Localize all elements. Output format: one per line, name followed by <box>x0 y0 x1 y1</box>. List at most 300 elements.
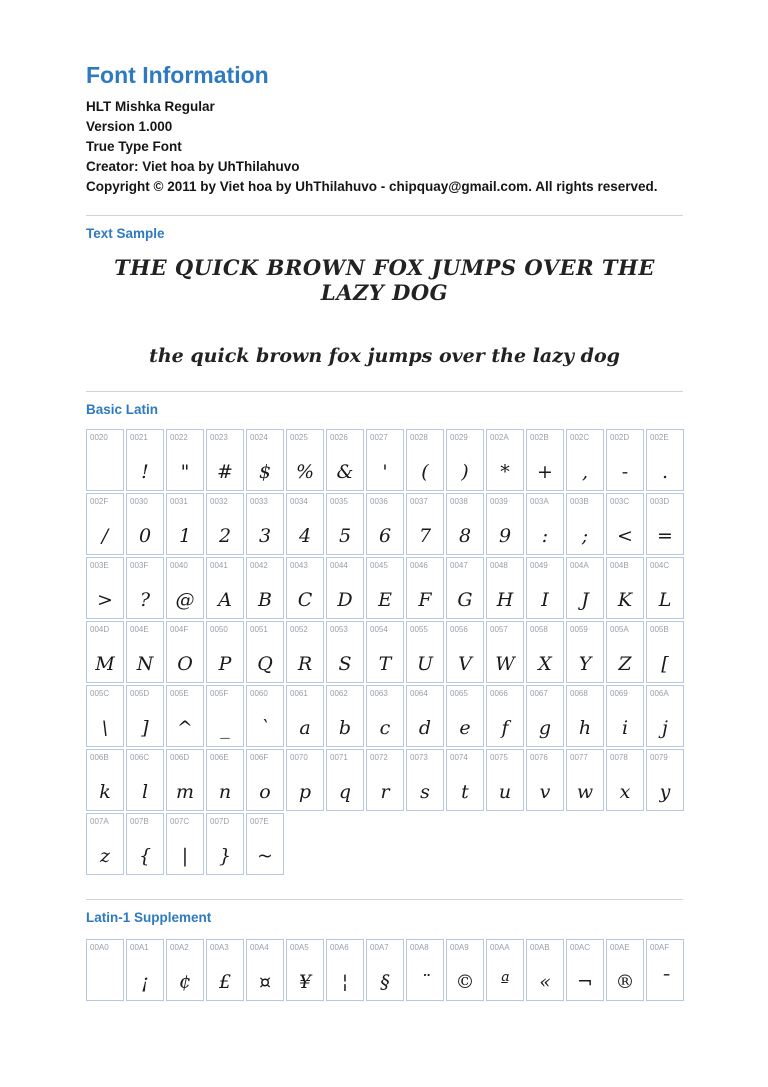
glyph-cell <box>646 557 684 619</box>
text-sample-heading: Text Sample <box>86 226 165 241</box>
glyph-code-label: 0044 <box>330 561 348 570</box>
glyph-preview: ? <box>139 589 151 611</box>
glyph-code-label: 0031 <box>170 497 188 506</box>
glyph-preview: } <box>218 845 232 867</box>
glyph-cell <box>246 493 284 555</box>
glyph-cell <box>126 493 164 555</box>
glyph-cell <box>526 429 564 491</box>
glyph-code-label: 0078 <box>610 753 628 762</box>
glyph-preview: 8 <box>458 525 472 547</box>
glyph-preview: v <box>539 781 551 803</box>
glyph-code-label: 004B <box>610 561 629 570</box>
glyph-preview: ¨ <box>420 971 430 993</box>
glyph-preview: + <box>537 461 553 483</box>
glyph-code-label: 0077 <box>570 753 588 762</box>
glyph-code-label: 0033 <box>250 497 268 506</box>
glyph-preview: ; <box>581 525 589 547</box>
glyph-code-label: 0030 <box>130 497 148 506</box>
glyph-cell <box>366 685 404 747</box>
glyph-preview: , <box>581 461 589 483</box>
glyph-cell <box>446 429 484 491</box>
glyph-preview: H <box>496 589 514 611</box>
glyph-code-label: 007B <box>130 817 149 826</box>
glyph-cell <box>566 621 604 683</box>
glyph-preview: L <box>658 589 672 611</box>
glyph-preview: i <box>621 717 629 739</box>
glyph-preview: ` <box>260 717 270 739</box>
glyph-preview: ¬ <box>577 971 593 993</box>
glyph-code-label: 0055 <box>410 625 428 634</box>
glyph-cell <box>486 749 524 811</box>
glyph-code-label: 006F <box>250 753 269 762</box>
glyph-cell <box>406 939 444 1001</box>
glyph-preview: m <box>175 781 195 803</box>
glyph-code-label: 004F <box>170 625 189 634</box>
glyph-cell <box>646 621 684 683</box>
font-name: HLT Mishka Regular <box>86 99 215 114</box>
glyph-cell <box>406 557 444 619</box>
glyph-preview: f <box>501 717 509 739</box>
glyph-cell <box>206 685 244 747</box>
glyph-code-label: 0034 <box>290 497 308 506</box>
glyph-cell <box>566 749 604 811</box>
glyph-cell <box>606 685 644 747</box>
glyph-preview: ¥ <box>298 971 312 993</box>
glyph-cell <box>126 813 164 875</box>
glyph-code-label: 005C <box>90 689 110 698</box>
glyph-code-label: 0074 <box>450 753 468 762</box>
glyph-preview: y <box>659 781 671 803</box>
glyph-cell <box>566 557 604 619</box>
glyph-preview: « <box>539 971 551 993</box>
glyph-preview: w <box>576 781 594 803</box>
glyph-preview: ~ <box>257 845 273 867</box>
glyph-preview: 2 <box>218 525 232 547</box>
glyph-preview: < <box>617 525 633 547</box>
glyph-code-label: 0059 <box>570 625 588 634</box>
glyph-cell <box>606 939 644 1001</box>
glyph-preview: § <box>380 971 390 993</box>
glyph-cell <box>326 493 364 555</box>
basic-latin-heading: Basic Latin <box>86 402 159 417</box>
glyph-cell <box>646 939 684 1001</box>
glyph-cell <box>206 493 244 555</box>
glyph-code-label: 005D <box>130 689 150 698</box>
glyph-cell <box>206 557 244 619</box>
glyph-cell <box>486 621 524 683</box>
glyph-code-label: 0040 <box>170 561 188 570</box>
glyph-preview: S <box>338 653 352 675</box>
glyph-code-label: 0070 <box>290 753 308 762</box>
glyph-preview: = <box>657 525 673 547</box>
glyph-code-label: 0062 <box>330 689 348 698</box>
glyph-code-label: 003D <box>650 497 670 506</box>
glyph-preview: e <box>459 717 471 739</box>
glyph-cell <box>286 749 324 811</box>
glyph-code-label: 0047 <box>450 561 468 570</box>
basic-latin-grid <box>86 429 684 875</box>
glyph-preview: C <box>297 589 313 611</box>
glyph-preview: J <box>581 589 589 611</box>
glyph-code-label: 005E <box>170 689 189 698</box>
glyph-cell <box>126 749 164 811</box>
glyph-cell <box>326 685 364 747</box>
glyph-preview: Z <box>618 653 632 675</box>
glyph-code-label: 00A9 <box>450 943 469 952</box>
glyph-cell <box>446 939 484 1001</box>
glyph-cell <box>406 493 444 555</box>
glyph-cell <box>486 939 524 1001</box>
glyph-code-label: 0057 <box>490 625 508 634</box>
glyph-preview: p <box>298 781 312 803</box>
latin1-grid <box>86 939 684 1001</box>
glyph-code-label: 002C <box>570 433 590 442</box>
glyph-preview: £ <box>218 971 232 993</box>
glyph-preview: c <box>379 717 391 739</box>
glyph-code-label: 0045 <box>370 561 388 570</box>
glyph-code-label: 0066 <box>490 689 508 698</box>
glyph-code-label: 002F <box>90 497 109 506</box>
glyph-cell <box>446 685 484 747</box>
glyph-code-label: 0052 <box>290 625 308 634</box>
section-divider <box>86 215 683 216</box>
glyph-code-label: 0056 <box>450 625 468 634</box>
glyph-preview: T <box>378 653 392 675</box>
glyph-code-label: 00A7 <box>370 943 389 952</box>
glyph-cell <box>366 621 404 683</box>
glyph-cell <box>566 493 604 555</box>
section-divider <box>86 899 683 900</box>
glyph-cell <box>86 621 124 683</box>
glyph-cell <box>366 493 404 555</box>
glyph-code-label: 0058 <box>530 625 548 634</box>
glyph-preview: ( <box>421 461 429 483</box>
glyph-cell <box>126 621 164 683</box>
glyph-preview: _ <box>220 717 230 739</box>
glyph-preview: A <box>218 589 232 611</box>
glyph-preview: x <box>619 781 631 803</box>
glyph-cell <box>86 939 124 1001</box>
glyph-preview: ¯ <box>660 971 670 993</box>
glyph-preview: ª <box>500 971 510 993</box>
glyph-preview: ¢ <box>178 971 192 993</box>
glyph-cell <box>126 685 164 747</box>
glyph-code-label: 003C <box>610 497 630 506</box>
glyph-cell <box>326 429 364 491</box>
glyph-code-label: 003A <box>530 497 549 506</box>
glyph-preview: ® <box>615 971 635 993</box>
glyph-cell <box>166 939 204 1001</box>
glyph-preview: n <box>218 781 232 803</box>
glyph-preview: ! <box>141 461 149 483</box>
glyph-cell <box>406 429 444 491</box>
glyph-code-label: 0063 <box>370 689 388 698</box>
glyph-cell <box>446 749 484 811</box>
glyph-code-label: 0026 <box>330 433 348 442</box>
glyph-preview: 1 <box>178 525 192 547</box>
glyph-code-label: 00A0 <box>90 943 109 952</box>
glyph-cell <box>166 429 204 491</box>
glyph-code-label: 00AA <box>490 943 510 952</box>
glyph-cell <box>606 749 644 811</box>
glyph-code-label: 005F <box>210 689 229 698</box>
glyph-cell <box>366 429 404 491</box>
text-sample-uppercase: THE QUICK BROWN FOX JUMPS OVER THE LAZY DOG <box>114 255 655 305</box>
glyph-cell <box>286 621 324 683</box>
glyph-code-label: 00A4 <box>250 943 269 952</box>
glyph-code-label: 0075 <box>490 753 508 762</box>
glyph-code-label: 002D <box>610 433 630 442</box>
glyph-preview: ) <box>461 461 469 483</box>
glyph-cell <box>166 557 204 619</box>
glyph-preview: Y <box>578 653 592 675</box>
glyph-preview: K <box>617 589 633 611</box>
glyph-cell <box>446 557 484 619</box>
glyph-code-label: 006B <box>90 753 109 762</box>
glyph-code-label: 004E <box>130 625 149 634</box>
glyph-code-label: 0051 <box>250 625 268 634</box>
glyph-code-label: 00AC <box>570 943 591 952</box>
glyph-code-label: 0049 <box>530 561 548 570</box>
glyph-preview: M <box>95 653 115 675</box>
glyph-cell <box>326 621 364 683</box>
glyph-cell <box>86 493 124 555</box>
glyph-preview: W <box>495 653 515 675</box>
glyph-code-label: 0035 <box>330 497 348 506</box>
glyph-cell <box>406 749 444 811</box>
glyph-code-label: 002B <box>530 433 549 442</box>
glyph-code-label: 0023 <box>210 433 228 442</box>
font-copyright: Copyright © 2011 by Viet hoa by UhThilahuvo - chipquay@gmail.com. All rights reserved. <box>86 179 658 194</box>
glyph-cell <box>526 939 564 1001</box>
glyph-preview: \ <box>101 717 109 739</box>
glyph-cell <box>206 749 244 811</box>
glyph-code-label: 0053 <box>330 625 348 634</box>
glyph-code-label: 0061 <box>290 689 308 698</box>
glyph-preview: $ <box>258 461 272 483</box>
glyph-cell <box>286 429 324 491</box>
glyph-cell <box>86 557 124 619</box>
glyph-preview: I <box>541 589 549 611</box>
glyph-cell <box>646 493 684 555</box>
glyph-code-label: 0032 <box>210 497 228 506</box>
glyph-code-label: 0076 <box>530 753 548 762</box>
glyph-preview: k <box>99 781 111 803</box>
glyph-code-label: 003B <box>570 497 589 506</box>
glyph-code-label: 0046 <box>410 561 428 570</box>
glyph-preview: " <box>180 461 190 483</box>
glyph-preview: E <box>378 589 392 611</box>
glyph-preview: | <box>181 845 189 867</box>
glyph-code-label: 00A2 <box>170 943 189 952</box>
glyph-cell <box>366 939 404 1001</box>
glyph-cell <box>446 493 484 555</box>
glyph-preview: h <box>578 717 592 739</box>
glyph-cell <box>246 621 284 683</box>
glyph-cell <box>606 493 644 555</box>
glyph-cell <box>166 621 204 683</box>
glyph-code-label: 0043 <box>290 561 308 570</box>
glyph-preview: 6 <box>378 525 392 547</box>
glyph-cell <box>526 557 564 619</box>
glyph-code-label: 0028 <box>410 433 428 442</box>
glyph-code-label: 00A1 <box>130 943 149 952</box>
glyph-cell <box>566 939 604 1001</box>
glyph-code-label: 00AE <box>610 943 630 952</box>
glyph-code-label: 0064 <box>410 689 428 698</box>
glyph-code-label: 00A6 <box>330 943 349 952</box>
glyph-cell <box>206 813 244 875</box>
glyph-preview: ^ <box>177 717 193 739</box>
glyph-code-label: 0027 <box>370 433 388 442</box>
glyph-preview: [ <box>661 653 669 675</box>
glyph-preview: ¤ <box>258 971 272 993</box>
glyph-code-label: 0072 <box>370 753 388 762</box>
glyph-code-label: 005A <box>610 625 629 634</box>
glyph-code-label: 0024 <box>250 433 268 442</box>
glyph-cell <box>126 939 164 1001</box>
font-info-block <box>86 97 683 197</box>
glyph-cell <box>486 429 524 491</box>
glyph-cell <box>526 749 564 811</box>
glyph-code-label: 0048 <box>490 561 508 570</box>
glyph-preview: r <box>380 781 390 803</box>
glyph-cell <box>646 749 684 811</box>
glyph-preview: o <box>259 781 271 803</box>
glyph-cell <box>206 939 244 1001</box>
glyph-preview: : <box>541 525 549 547</box>
glyph-code-label: 004A <box>570 561 589 570</box>
glyph-code-label: 0037 <box>410 497 428 506</box>
glyph-cell <box>486 557 524 619</box>
glyph-preview: # <box>217 461 233 483</box>
glyph-cell <box>606 429 644 491</box>
glyph-code-label: 003F <box>130 561 149 570</box>
glyph-cell <box>86 813 124 875</box>
glyph-cell <box>206 429 244 491</box>
glyph-code-label: 006A <box>650 689 669 698</box>
glyph-cell <box>246 813 284 875</box>
glyph-code-label: 0069 <box>610 689 628 698</box>
glyph-cell <box>326 749 364 811</box>
glyph-preview: { <box>138 845 152 867</box>
glyph-cell <box>406 621 444 683</box>
glyph-preview: g <box>538 717 552 739</box>
glyph-code-label: 0054 <box>370 625 388 634</box>
glyph-code-label: 0022 <box>170 433 188 442</box>
glyph-cell <box>86 429 124 491</box>
glyph-cell <box>286 557 324 619</box>
glyph-preview: % <box>295 461 315 483</box>
glyph-cell <box>126 557 164 619</box>
glyph-preview: 7 <box>418 525 432 547</box>
glyph-code-label: 00A5 <box>290 943 309 952</box>
glyph-preview: / <box>101 525 109 547</box>
glyph-code-label: 006C <box>130 753 150 762</box>
glyph-cell <box>526 685 564 747</box>
glyph-code-label: 0065 <box>450 689 468 698</box>
font-version: Version 1.000 <box>86 119 173 134</box>
glyph-preview: 3 <box>258 525 272 547</box>
glyph-cell <box>246 939 284 1001</box>
glyph-cell <box>366 749 404 811</box>
glyph-preview: ¦ <box>341 971 349 993</box>
glyph-preview: * <box>500 461 510 483</box>
glyph-preview: F <box>418 589 432 611</box>
glyph-cell <box>326 939 364 1001</box>
glyph-code-label: 00A8 <box>410 943 429 952</box>
glyph-code-label: 0050 <box>210 625 228 634</box>
glyph-code-label: 006E <box>210 753 229 762</box>
glyph-code-label: 0073 <box>410 753 428 762</box>
glyph-preview: R <box>297 653 313 675</box>
glyph-code-label: 0041 <box>210 561 228 570</box>
glyph-code-label: 0060 <box>250 689 268 698</box>
glyph-preview: q <box>338 781 352 803</box>
glyph-code-label: 00A3 <box>210 943 229 952</box>
glyph-preview: ¡ <box>141 971 149 993</box>
glyph-code-label: 0042 <box>250 561 268 570</box>
glyph-code-label: 0025 <box>290 433 308 442</box>
glyph-code-label: 007A <box>90 817 109 826</box>
glyph-preview: z <box>99 845 110 867</box>
glyph-preview: G <box>457 589 473 611</box>
glyph-code-label: 0036 <box>370 497 388 506</box>
glyph-preview: 4 <box>298 525 312 547</box>
glyph-code-label: 0029 <box>450 433 468 442</box>
glyph-code-label: 0020 <box>90 433 108 442</box>
glyph-cell <box>166 685 204 747</box>
glyph-code-label: 00AB <box>530 943 550 952</box>
glyph-cell <box>606 557 644 619</box>
glyph-cell <box>166 749 204 811</box>
glyph-cell <box>246 749 284 811</box>
glyph-code-label: 0021 <box>130 433 148 442</box>
glyph-cell <box>166 813 204 875</box>
glyph-preview: j <box>662 717 668 739</box>
glyph-code-label: 007C <box>170 817 190 826</box>
glyph-preview: d <box>418 717 432 739</box>
glyph-code-label: 0067 <box>530 689 548 698</box>
glyph-cell <box>246 557 284 619</box>
page-title: Font Information <box>86 62 269 88</box>
glyph-code-label: 002A <box>490 433 509 442</box>
glyph-preview: & <box>336 461 354 483</box>
glyph-cell <box>526 493 564 555</box>
glyph-cell <box>246 429 284 491</box>
glyph-code-label: 0039 <box>490 497 508 506</box>
glyph-code-label: 005B <box>650 625 669 634</box>
glyph-preview: t <box>461 781 469 803</box>
glyph-cell <box>646 429 684 491</box>
latin1-supplement-heading: Latin-1 Supplement <box>86 910 212 925</box>
glyph-preview: Q <box>257 653 273 675</box>
glyph-preview: ' <box>382 461 388 483</box>
glyph-preview: V <box>458 653 472 675</box>
glyph-cell <box>486 685 524 747</box>
glyph-preview: @ <box>175 589 195 611</box>
glyph-cell <box>246 685 284 747</box>
glyph-cell <box>366 557 404 619</box>
glyph-code-label: 004C <box>650 561 670 570</box>
glyph-preview: © <box>455 971 475 993</box>
font-creator: Creator: Viet hoa by UhThilahuvo <box>86 159 300 174</box>
glyph-cell <box>166 493 204 555</box>
glyph-preview: U <box>416 653 433 675</box>
glyph-preview: 0 <box>138 525 152 547</box>
glyph-code-label: 00AF <box>650 943 670 952</box>
section-divider <box>86 391 683 392</box>
